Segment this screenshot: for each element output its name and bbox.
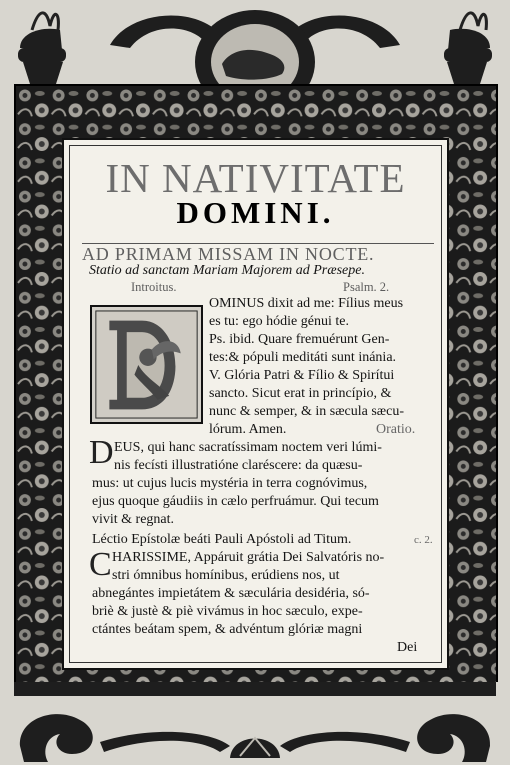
introit-text-1: OMINUS dixit ad me: Fílius meus [209,296,404,311]
introit-text-2: es tu: ego hódie génui te. [209,314,349,329]
lectio-line-1 [112,550,384,566]
oratio-text-4: ejus quoque gáudiis in cælo perfruámur. Qui tecum [92,494,379,509]
oratio-text-3: mus: ut cujus lucis mystéria in terra cognóvimus, [92,476,368,491]
lectio-text-1: HARISSIME, Appáruit grátia Dei Salvatóris no- [112,550,385,565]
introit-line-4 [209,350,396,366]
introit-text-3: Ps. ibid. Quare fremuérunt Gen- [209,332,390,347]
lectio-text-6: Dei [397,640,418,655]
title-line-2: DOMINI. [176,195,335,230]
oratio-line-1 [114,440,382,456]
oratio-line-4 [92,494,379,510]
introit-text-8: lórum. Amen. [209,422,287,437]
lectio-line-3 [92,586,370,602]
oratio-text-1: EUS, qui hanc sacratíssimam noctem veri lúmi- [114,440,382,455]
bottom-scroll-ornament [0,682,510,765]
lectio-title [92,532,351,548]
oratio-label: Oratio. [376,422,416,437]
lectio-line-2 [112,568,340,584]
oratio-line-5 [92,512,174,528]
introit-text-6: sancto. Sicut erat in princípio, & [209,386,392,401]
station-line: Statio ad sanctam Mariam Majorem ad Præsepe. [89,263,365,278]
introit-line-6 [209,386,391,402]
introit-label: Introitus. [131,280,177,294]
introit-line-3 [209,332,389,348]
psalm-label: Psalm. 2. [343,280,390,294]
introit-text-4: tes:& pópuli meditáti sunt inánia. [209,350,397,365]
lectio-text-4: briè & justè & piè vivámus in hoc sæculo, expe- [92,604,363,619]
lectio-initial-c: C [89,546,112,583]
lectio-text-2: stri ómnibus homínibus, erúdiens nos, ut [112,568,340,583]
introit-line-8 [209,422,286,438]
oratio-initial-d: D [89,434,114,471]
title-line-1: IN NATIVITATE [105,155,406,201]
text-panel [62,138,449,670]
lectio-line-4 [92,604,363,620]
lectio-ref: c. 2. [414,534,433,546]
lectio-line-5 [92,622,362,638]
introit-text-5: V. Glória Patri & Fílio & Spirítui [209,368,395,383]
introit-line-1 [209,296,403,312]
oratio-line-3 [92,476,367,492]
decorated-initial-d [90,305,203,424]
introit-line-2 [209,314,349,330]
introit-text-7: nunc & semper, & in sæcula sæcu- [209,404,405,419]
oratio-text-5: vivit & regnat. [92,512,175,527]
lectio-line-6 [397,640,417,656]
lectio-text-3: abnegántes impietátem & sæculária desidéria, só- [92,586,370,601]
angel-initial-icon [92,307,201,422]
mass-heading: AD PRIMAM MISSAM IN NOCTE. [82,243,434,265]
introit-line-7 [209,404,404,420]
introit-line-5 [209,368,394,384]
lectio-title-text: Léctio Epístolæ beáti Pauli Apóstoli ad Titum. [92,532,352,547]
lectio-text-5: ctántes beátam spem, & advéntum glóriæ magni [92,622,363,637]
oratio-text-2: nis fecísti illustratióne claréscere: da quæsu- [114,458,363,473]
oratio-line-2 [114,458,362,474]
